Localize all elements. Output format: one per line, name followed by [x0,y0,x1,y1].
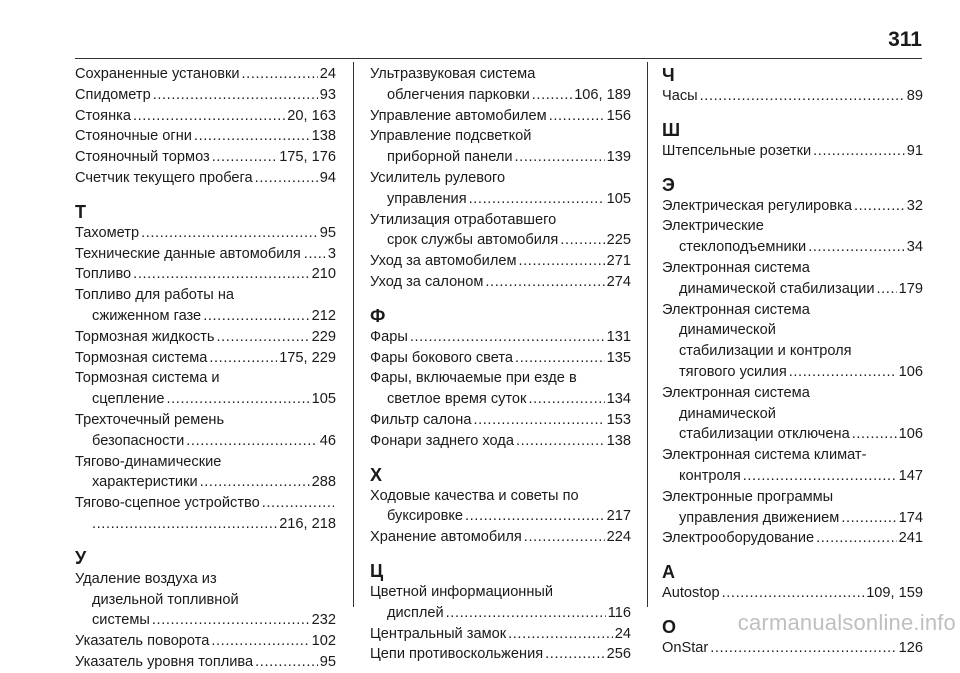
section-letter: A [662,562,675,583]
index-entry: Топливо ..... 210 [75,264,336,285]
index-entry: Счетчик текущего пробега ..... 94 [75,168,336,189]
index-entry: Топливо для работы на сжиженном газе ..... 212 [75,285,336,327]
index-entry: Часы ..... 89 [662,86,923,107]
index-entry: Тормозная система и сцепление ..... 105 [75,368,336,410]
index-entry: Сохраненные установки ..... 24 [75,64,336,85]
index-entry: Ходовые качества и советы по буксировке ..... 217 [370,486,631,528]
index-entry: Электронная система динамической стабилизации ..... 179 [662,258,923,300]
index-entry: Электронная система климат- контроля ..... 147 [662,445,923,487]
index-entry: Управление автомобилем ..... 156 [370,106,631,127]
index-entry: Усилитель рулевого управления ..... 105 [370,168,631,210]
section-letter: Ш [662,119,681,140]
index-entry: Уход за автомобилем ..... 271 [370,251,631,272]
section-letter: Ч [662,65,675,85]
index-entry: Электрические стеклоподъемники ..... 34 [662,216,923,258]
index-entry: Хранение автомобиля ..... 224 [370,527,631,548]
index-entry: Тахометр ..... 95 [75,223,336,244]
index-entry: Технические данные автомобиля ..... 3 [75,244,336,265]
column-divider-2 [647,62,648,607]
index-entry: Фильтр салона ..... 153 [370,410,631,431]
index-entry: OnStar ..... 126 [662,638,923,659]
index-entry: Центральный замок ..... 24 [370,624,631,645]
index-entry: Электрическая регулировка ..... 32 [662,196,923,217]
index-entry: Удаление воздуха из дизельной топливной системы ..... 232 [75,569,336,631]
index-entry: Фары ..... 131 [370,327,631,348]
index-entry: Фары бокового света ..... 135 [370,348,631,369]
section-letter: Ц [370,560,384,581]
index-entry: Электронная система динамической стабилизации и контроля тягового усилия ..... 106 [662,300,923,383]
index-entry: Фонари заднего хода ..... 138 [370,431,631,452]
index-entry: Тягово-динамические характеристики ..... 288 [75,452,336,494]
page-number: 311 [888,28,922,51]
index-entry: Стоянка ..... 20, 163 [75,106,336,127]
index-entry: Электронные программы управления движением ..... 174 [662,487,923,529]
index-entry: Стояночный тормоз ..... 175, 176 [75,147,336,168]
index-column-3 [662,64,923,659]
header-rule [75,58,922,59]
index-entry: Тормозная система ..... 175, 229 [75,348,336,369]
index-entry: Тормозная жидкость ..... 229 [75,327,336,348]
section-letter: Х [370,464,383,485]
section-letter: Ф [370,305,386,326]
index-entry: Уход за салоном ..... 274 [370,272,631,293]
index-entry: Фары, включаемые при езде в светлое время суток ..... 134 [370,368,631,410]
index-entry: Электронная система динамической стабилизации отключена ..... 106 [662,383,923,445]
index-entry: Цепи противоскольжения ..... 256 [370,644,631,665]
index-entry: Цветной информационный дисплей ..... 116 [370,582,631,624]
section-letter: Э [662,174,675,195]
index-entry: Трехточечный ремень безопасности ..... 46 [75,410,336,452]
index-entry: Указатель уровня топлива ..... 95 [75,652,336,673]
index-column-2 [370,64,631,665]
index-entry: Ультразвуковая система облегчения парковки ..... 106, 189 [370,64,631,106]
index-entry: Утилизация отработавшего срок службы автомобиля ..... 225 [370,210,631,252]
section-letter: У [75,547,87,568]
section-letter: Т [75,201,86,222]
index-entry: Стояночные огни ..... 138 [75,126,336,147]
index-entry: Электрооборудование ..... 241 [662,528,923,549]
section-letter: O [662,616,677,637]
index-entry: Управление подсветкой приборной панели ..... 139 [370,126,631,168]
index-entry: Тягово-сцепное устройство ..... ..... 216, 218 [75,493,336,535]
index-entry: Спидометр ..... 93 [75,85,336,106]
watermark: carmanualsonline.info [737,610,956,635]
column-divider-1 [353,62,354,607]
index-entry: Штепсельные розетки ..... 91 [662,141,923,162]
index-entry: Autostop ..... 109, 159 [662,583,923,604]
index-column-1 [75,64,336,673]
index-entry: Указатель поворота ..... 102 [75,631,336,652]
